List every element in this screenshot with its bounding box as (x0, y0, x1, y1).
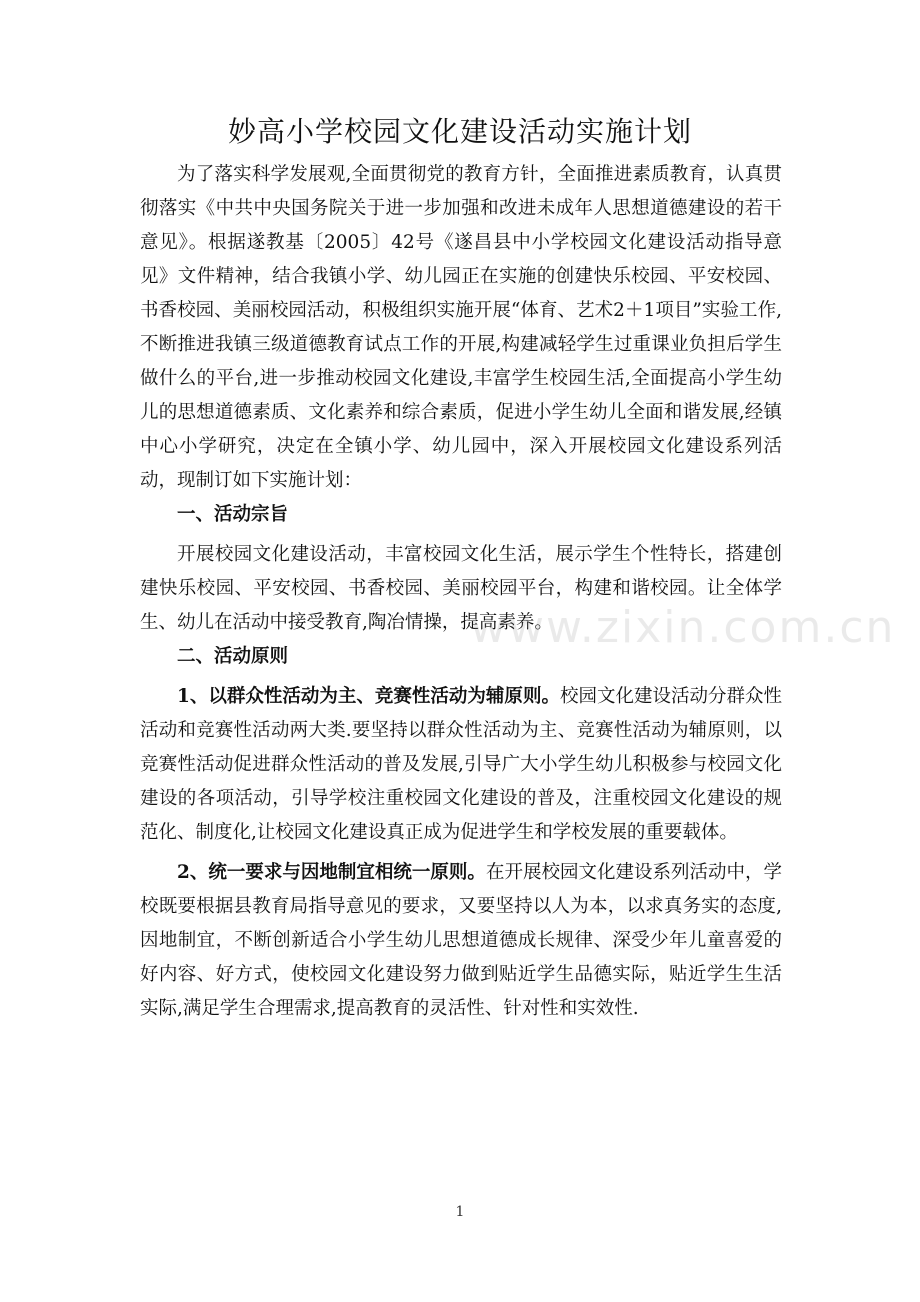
section-heading-purpose: 一、活动宗旨 (177, 504, 289, 525)
principle-1-paragraph (140, 680, 782, 850)
principle-1-lead: 1、以群众性活动为主、竞赛性活动为辅原则。 (177, 686, 560, 707)
principle-1-text: 校园文化建设活动分群众性活动和竞赛性活动两大类.要坚持以群众性活动为主、竞赛性活动为辅原则，以竞赛性活动促进群众性活动的普及发展,引导广大小学生幼儿积极参与校园文化建设的各项活动，引导学校注重校园文化建设的普及，注重校园文化建设的规范化、制度化,让校园文化建设真正成为促进学生和学校发展的重要载体。 (140, 686, 782, 843)
document-title: 妙高小学校园文化建设活动实施计划 (227, 115, 692, 148)
intro-paragraph: 为了落实科学发展观,全面贯彻党的教育方针，全面推进素质教育，认真贯彻落实《中共中央国务院关于进一步加强和改进未成年人思想道德建设的若干意见》。根据遂教基〔2005〕42号《遂昌县中小学校园文化建设活动指导意见》文件精神，结合我镇小学、幼儿园正在实施的创建快乐校园、平安校园、书香校园、美丽校园活动，积极组织实施开展“体育、艺术2＋1项目”实验工作,不断推进我镇三级道德教育试点工作的开展,构建减轻学生过重课业负担后学生做什么的平台,进一步推动校园文化建设,丰富学生校园生活,全面提高小学生幼儿的思想道德素质、文化素养和综合素质，促进小学生幼儿全面和谐发展,经镇中心小学研究，决定在全镇小学、幼儿园中，深入开展校园文化建设系列活动，现制订如下实施计划： (140, 164, 782, 491)
purpose-paragraph: 开展校园文化建设活动，丰富校园文化生活，展示学生个性特长，搭建创建快乐校园、平安校园、书香校园、美丽校园平台，构建和谐校园。让全体学生、幼儿在活动中接受教育,陶冶情操，提高素养。 (140, 544, 782, 633)
principle-2-paragraph (140, 856, 782, 1026)
principle-2-lead: 2、统一要求与因地制宜相统一原则。 (177, 862, 486, 883)
principle-2-text: 在开展校园文化建设系列活动中，学校既要根据县教育局指导意见的要求，又要坚持以人为本，以求真务实的态度,因地制宜，不断创新适合小学生幼儿思想道德成长规律、深受少年儿童喜爱的好内容、好方式，使校园文化建设努力做到贴近学生品德实际，贴近学生生活实际,满足学生合理需求,提高教育的灵活性、针对性和实效性. (140, 862, 782, 1019)
section-heading-principles: 二、活动原则 (177, 646, 289, 667)
document-body (140, 158, 782, 1026)
watermark: www.zixin.com.cn (470, 602, 896, 653)
page-number: 1 (455, 1204, 465, 1220)
